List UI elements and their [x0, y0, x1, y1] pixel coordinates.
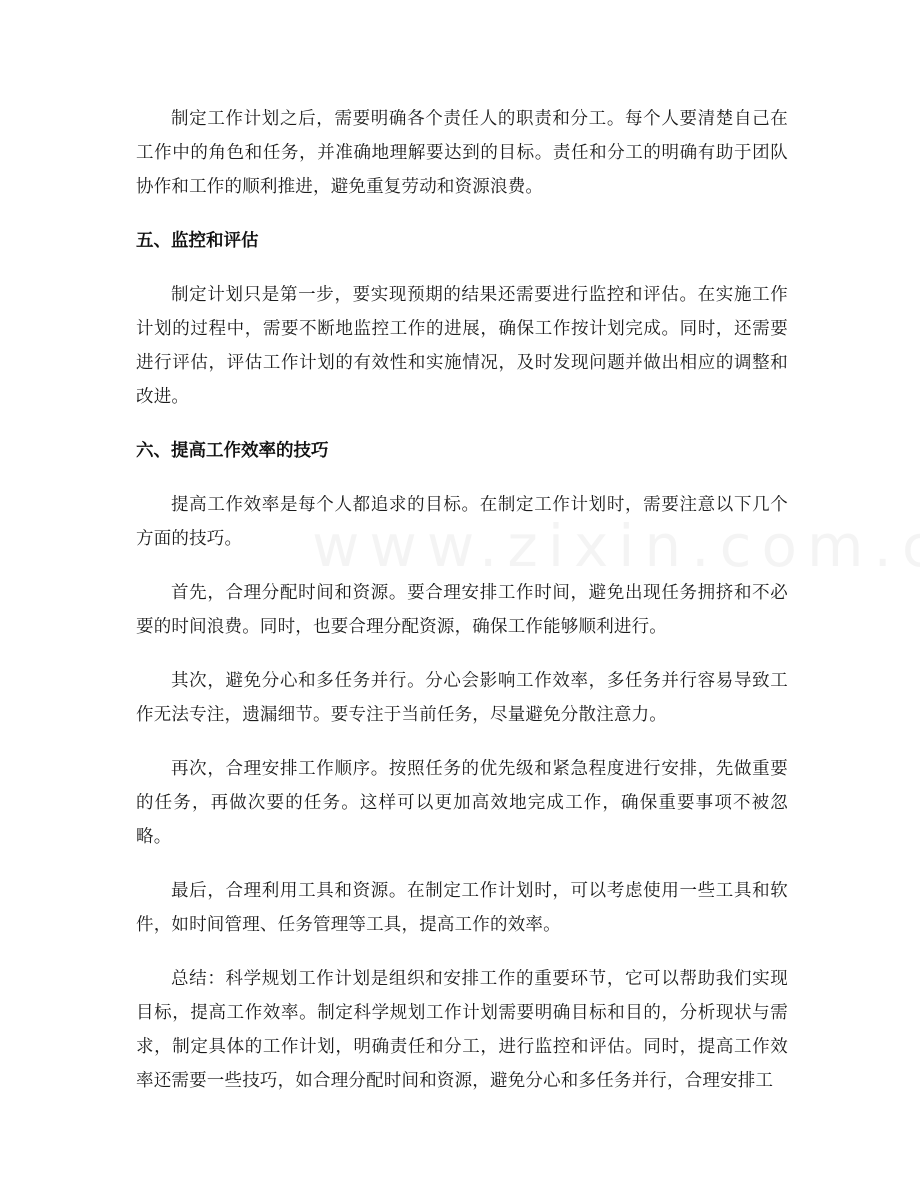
- paragraph-third-tip: 再次，合理安排工作顺序。按照任务的优先级和紧急程度进行安排，先做重要的任务，再做次要的任务。这样可以更加高效地完成工作，确保重要事项不被忽略。: [136, 759, 788, 847]
- paragraph-second-tip: 其次，避免分心和多任务并行。分心会影响工作效率，多任务并行容易导致工作无法专注，遗漏细节。要专注于当前任务，尽量避免分散注意力。: [136, 671, 788, 725]
- paragraph-monitoring: 制定计划只是第一步，要实现预期的结果还需要进行监控和评估。在实施工作计划的过程中，需要不断地监控工作的进展，确保工作按计划完成。同时，还需要进行评估，评估工作计划的有效性和实施情况，及时发现问题并做出相应的调整和改进。: [136, 285, 788, 407]
- heading-section-6: 六、提高工作效率的技巧: [136, 441, 329, 461]
- heading-section-5: 五、监控和评估: [136, 231, 259, 251]
- paragraph-summary: 总结：科学规划工作计划是组织和安排工作的重要环节，它可以帮助我们实现目标，提高工作效率。制定科学规划工作计划需要明确目标和目的，分析现状与需求，制定具体的工作计划，明确责任和分工，进行监控和评估。同时，提高工作效率还需要一些技巧，如合理分配时间和资源，避免分心和多任务并行，合理安排工: [136, 969, 788, 1091]
- paragraph-responsibility: 制定工作计划之后，需要明确各个责任人的职责和分工。每个人要清楚自己在工作中的角色和任务，并准确地理解要达到的目标。责任和分工的明确有助于团队协作和工作的顺利推进，避免重复劳动和资源浪费。: [136, 109, 788, 197]
- paragraph-efficiency-intro: 提高工作效率是每个人都追求的目标。在制定工作计划时，需要注意以下几个方面的技巧。: [136, 495, 788, 549]
- paragraph-fourth-tip: 最后，合理利用工具和资源。在制定工作计划时，可以考虑使用一些工具和软件，如时间管理、任务管理等工具，提高工作的效率。: [136, 881, 788, 935]
- paragraph-first-tip: 首先，合理分配时间和资源。要合理安排工作时间，避免出现任务拥挤和不必要的时间浪费。同时，也要合理分配资源，确保工作能够顺利进行。: [136, 583, 788, 637]
- document-body: [136, 102, 788, 1118]
